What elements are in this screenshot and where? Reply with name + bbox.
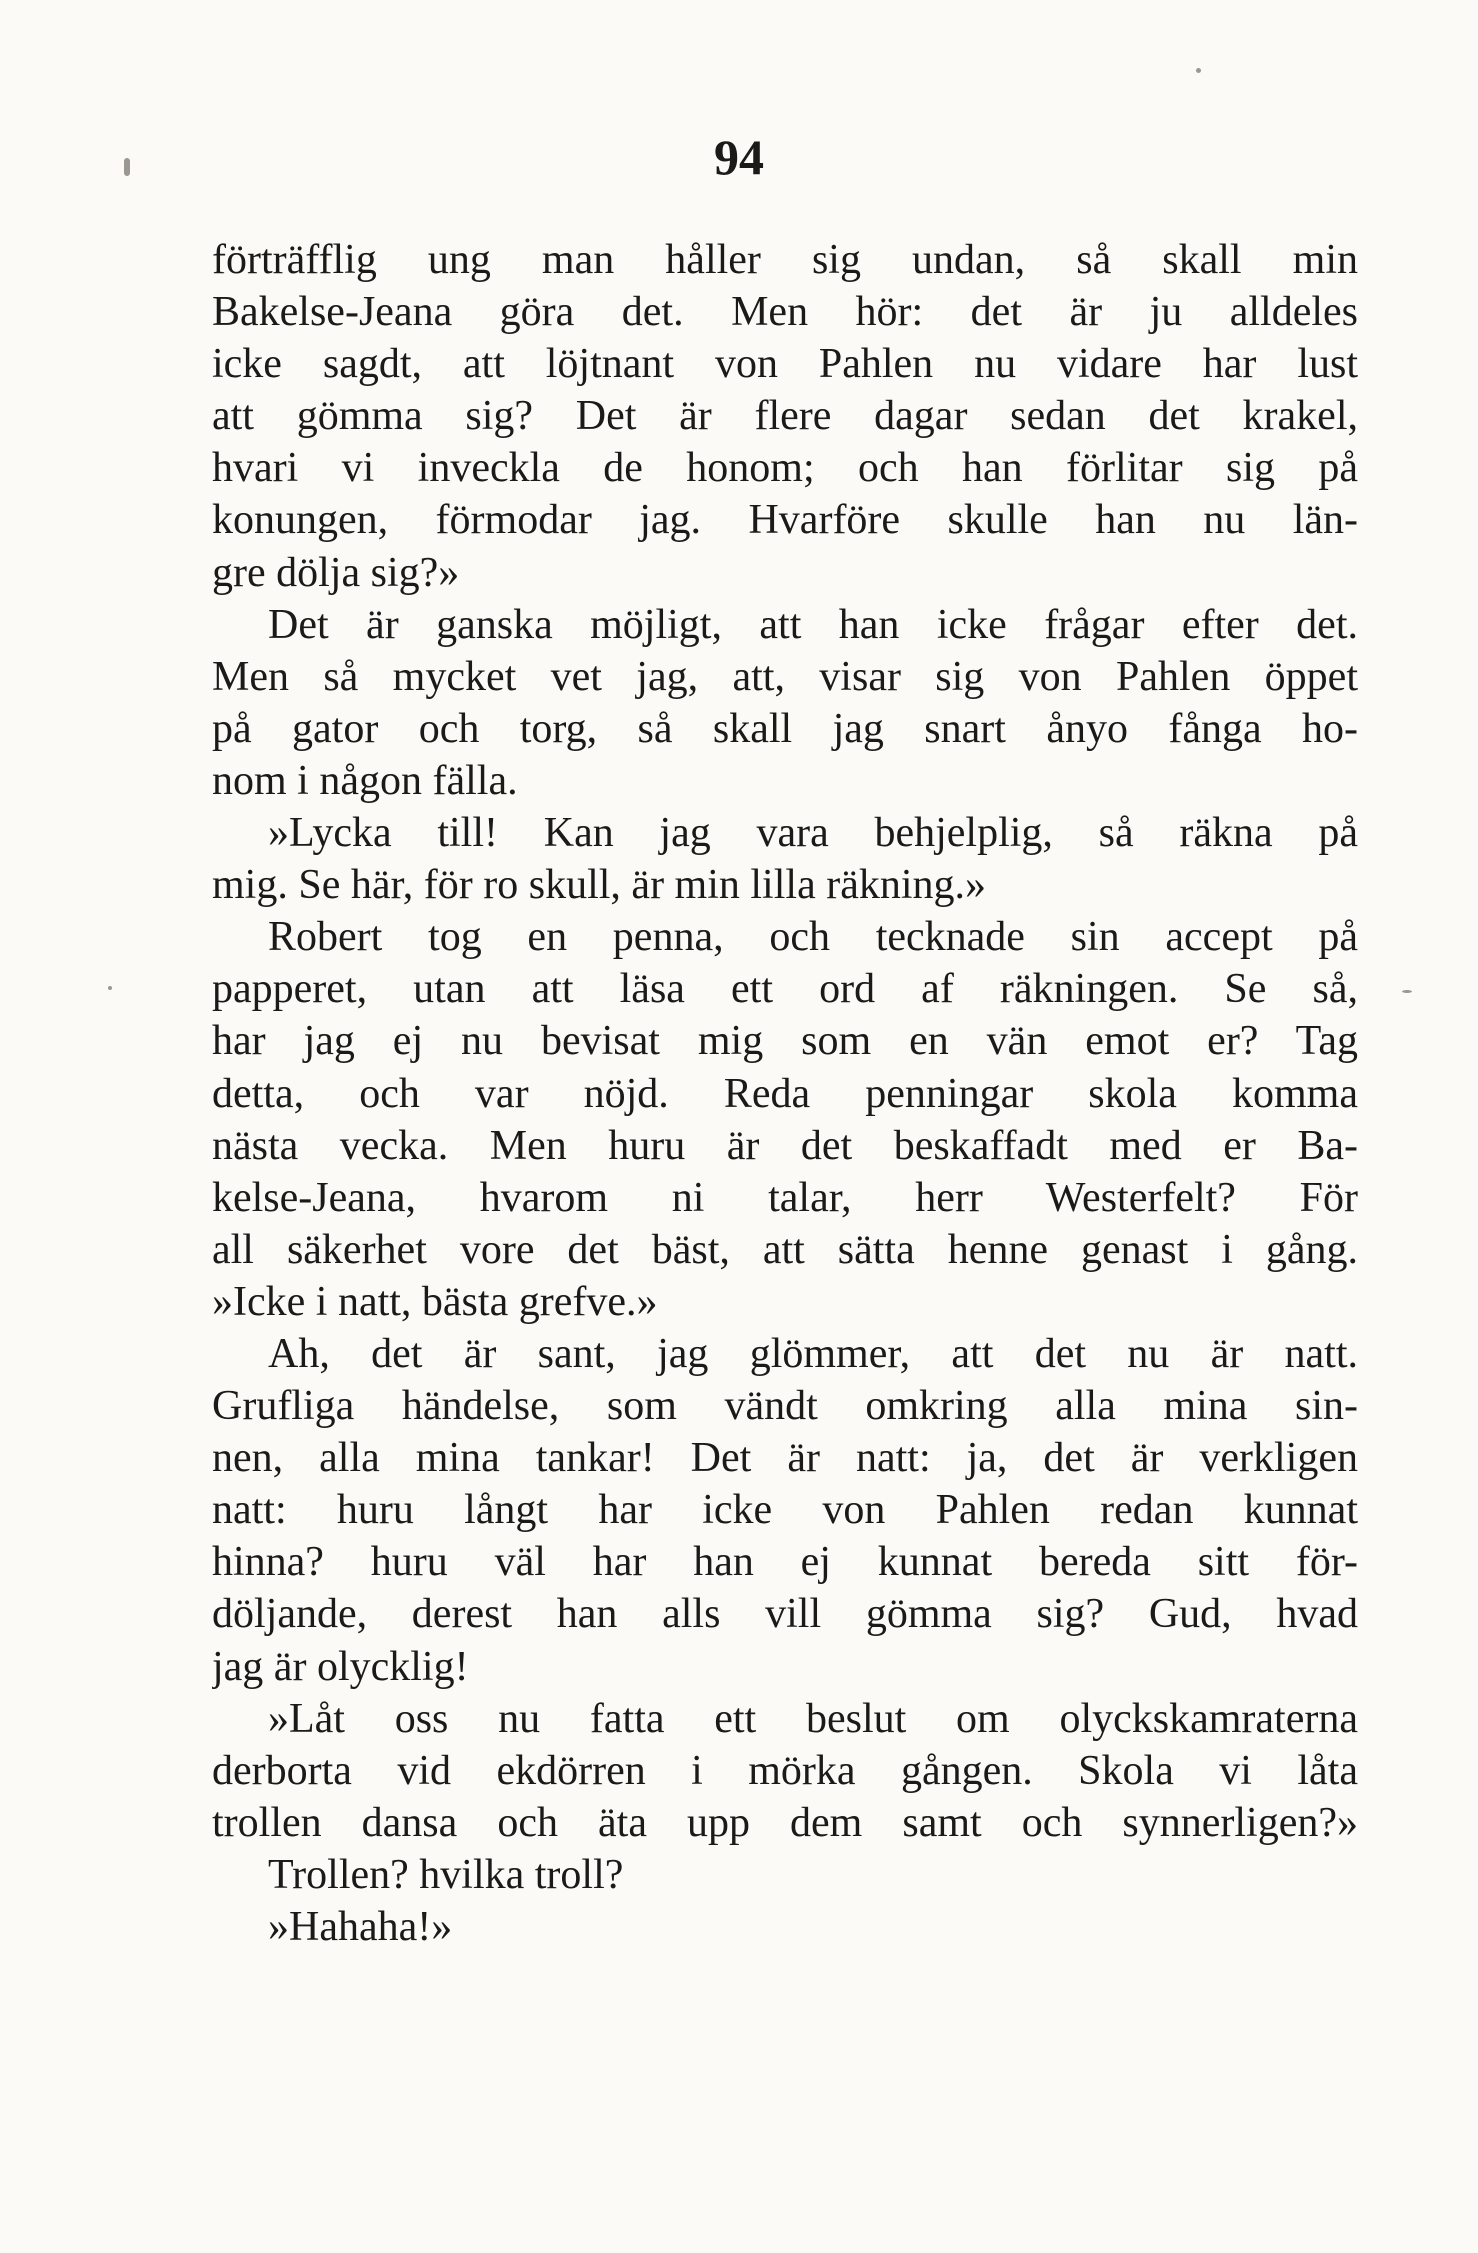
text-line: har jag ej nu bevisat mig som en vän emot er? Tag <box>212 1018 1358 1065</box>
text-line: Robert tog en penna, och tecknade sin accept på <box>268 914 1358 961</box>
text-line: all säkerhet vore det bäst, att sätta henne genast i gång. <box>212 1226 1358 1273</box>
text-line: nen, alla mina tankar! Det är natt: ja, det är verkligen <box>212 1435 1358 1482</box>
text-line: Ah, det är sant, jag glömmer, att det nu är natt. <box>268 1330 1358 1377</box>
text-line: hvari vi inveckla de honom; och han förlitar sig på <box>212 445 1358 492</box>
text-line: förträfflig ung man håller sig undan, så skall min <box>212 237 1358 283</box>
text-line: gre dölja sig?» <box>212 549 460 596</box>
print-speck <box>1196 68 1201 73</box>
text-line: papperet, utan att läsa ett ord af räkningen. Se så, <box>212 966 1358 1013</box>
text-line: »Icke i natt, bästa grefve.» <box>212 1278 658 1325</box>
text-line: jag är olycklig! <box>212 1643 469 1690</box>
text-line: mig. Se här, för ro skull, är min lilla räkning.» <box>212 862 987 909</box>
text-line: Trollen? hvilka troll? <box>268 1851 624 1898</box>
body-text <box>212 234 1358 1953</box>
print-speck <box>108 986 112 990</box>
text-line: »Lycka till! Kan jag vara behjelplig, så räkna på <box>268 810 1358 857</box>
text-line: nästa vecka. Men huru är det beskaffadt med er Ba- <box>212 1122 1358 1169</box>
text-line: nom i någon fälla. <box>212 757 518 804</box>
text-line: natt: huru långt har icke von Pahlen redan kunnat <box>212 1487 1358 1534</box>
text-line: derborta vid ekdörren i mörka gången. Skola vi låta <box>212 1747 1358 1794</box>
text-line: kelse-Jeana, hvarom ni talar, herr Westerfelt? För <box>212 1174 1358 1221</box>
text-line: konungen, förmodar jag. Hvarföre skulle han nu län- <box>212 497 1358 544</box>
text-line: detta, och var nöjd. Reda penningar skola komma <box>212 1070 1358 1117</box>
text-line: trollen dansa och äta upp dem samt och synnerligen?» <box>212 1799 1358 1846</box>
print-speck <box>124 158 130 176</box>
text-line: Det är ganska möjligt, att han icke frågar efter det. <box>268 601 1358 648</box>
text-line: Grufliga händelse, som vändt omkring alla mina sin- <box>212 1383 1358 1430</box>
text-line: icke sagdt, att löjtnant von Pahlen nu vidare har lust <box>212 341 1358 388</box>
page-number: 94 <box>714 129 764 185</box>
text-line: döljande, derest han alls vill gömma sig? Gud, hvad <box>212 1591 1358 1638</box>
text-line: på gator och torg, så skall jag snart ånyo fånga ho- <box>212 705 1358 752</box>
text-line: Bakelse-Jeana göra det. Men hör: det är ju alldeles <box>212 289 1358 336</box>
text-line: »Hahaha!» <box>268 1904 453 1950</box>
print-speck <box>1402 990 1412 993</box>
text-line: hinna? huru väl har han ej kunnat bereda sitt för- <box>212 1539 1358 1586</box>
text-line: »Låt oss nu fatta ett beslut om olyckskamraterna <box>268 1695 1358 1742</box>
text-line: Men så mycket vet jag, att, visar sig von Pahlen öppet <box>212 653 1358 700</box>
text-line: att gömma sig? Det är flere dagar sedan det krakel, <box>212 393 1358 440</box>
